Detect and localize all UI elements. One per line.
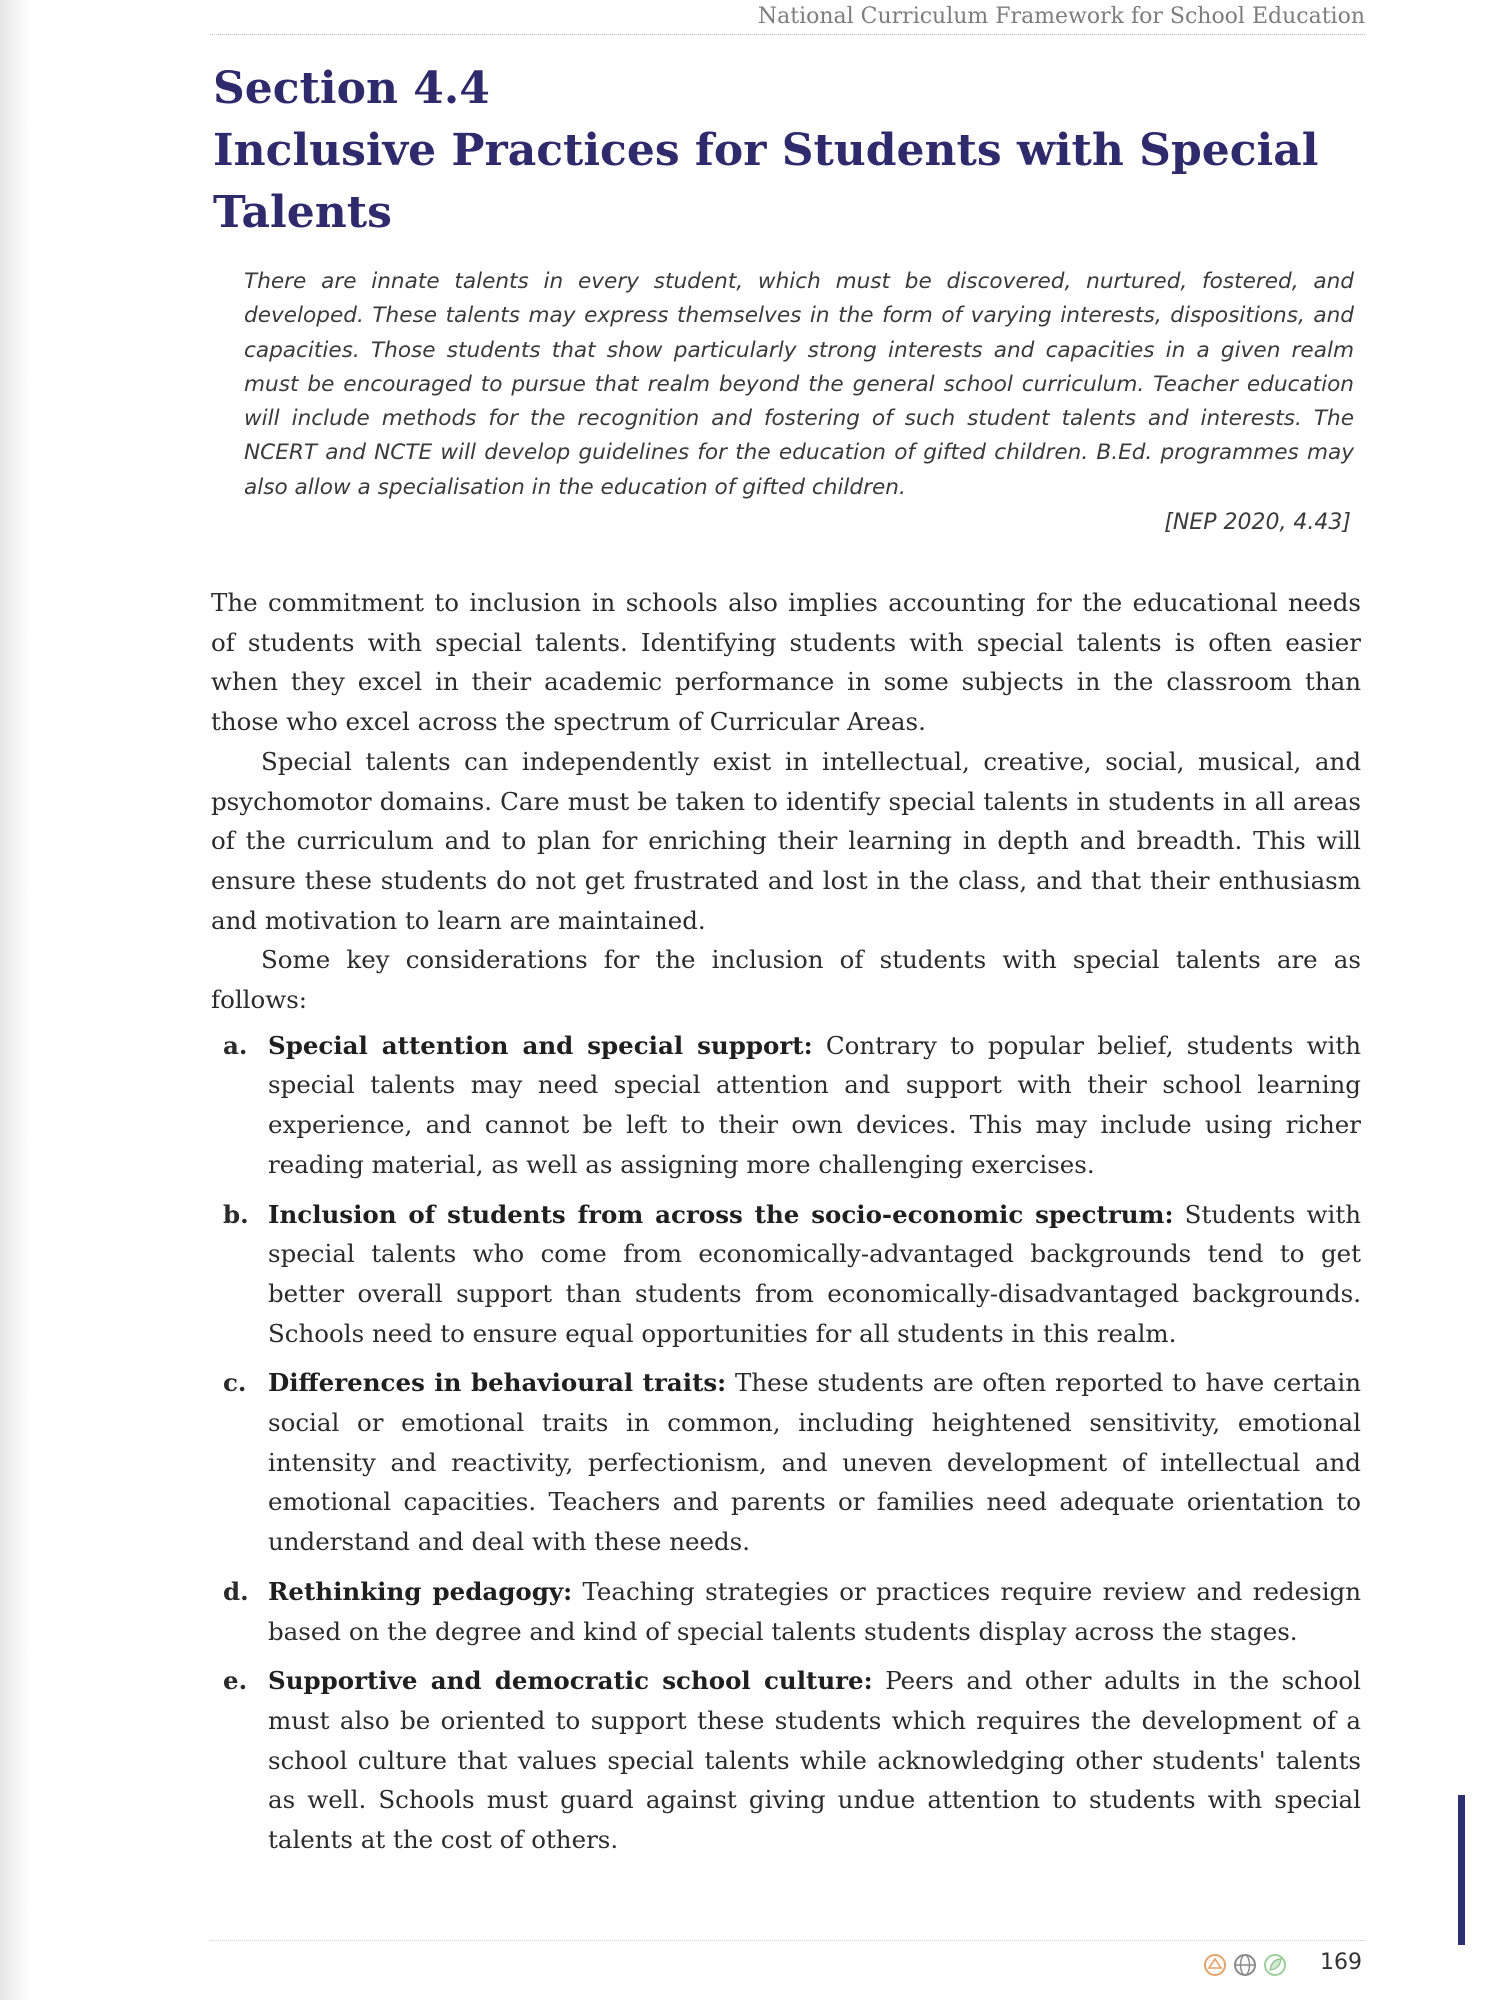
- list-marker: e.: [223, 1666, 248, 1696]
- running-header: National Curriculum Framework for School Education: [757, 4, 1365, 29]
- paragraph: The commitment to inclusion in schools also implies accounting for the educational needs of students with special talents. Identifying students with special talents is often easier when they excel in their academic performance in some subjects in the classroom than those who excel across the spectrum of Curricular Areas.: [211, 588, 1361, 737]
- list-marker: c.: [223, 1368, 247, 1398]
- header-rule: [210, 34, 1365, 35]
- consideration-text: Peers and other adults in the school must also be oriented to support these students which requires the development of a school culture that values special talents while acknowledging other students' talents as well. Schools must guard against giving undue attention to students with special talents at the cost of others.: [268, 1666, 1361, 1855]
- consideration-term: Supportive and democratic school culture:: [268, 1666, 873, 1696]
- consideration-term: Differences in behavioural traits:: [268, 1368, 727, 1398]
- section-title-line-1: Inclusive Practices for Students with Special: [213, 125, 1319, 176]
- paragraph: Some key considerations for the inclusion of students with special talents are as follows:: [211, 945, 1361, 1015]
- consideration-item: [211, 1195, 1361, 1354]
- consideration-term: Special attention and special support:: [268, 1030, 813, 1060]
- page-number: 169: [1320, 1950, 1362, 1975]
- consideration-item: [211, 1026, 1361, 1185]
- consideration-term: Inclusion of students from across the socio-economic spectrum:: [268, 1199, 1174, 1229]
- consideration-term: Rethinking pedagogy:: [268, 1576, 573, 1606]
- considerations-list: [211, 1026, 1361, 1860]
- nep-quote: There are innate talents in every student, which must be discovered, nurtured, fostered, and developed. These talents may express themselves in the form of varying interests, dispositions, and capacities. Those students that show particularly strong interests and capacities in a given realm must be encouraged to pursue that realm beyond the general school curriculum. Teacher education will include methods for the recognition and fostering of such student talents and interests. The NCERT and NCTE will develop guidelines for the education of gifted children. B.Ed. programmes may also allow a specialisation in the education of gifted children.: [244, 269, 1354, 500]
- globe-icon: [1235, 1955, 1255, 1975]
- page-left-edge-shadow: [0, 0, 30, 2000]
- paragraph: Special talents can independently exist in intellectual, creative, social, musical, and psychomotor domains. Care must be taken to identify special talents in students in all areas of the curriculum and to plan for enriching their learning in depth and breadth. This will ensure these students do not get frustrated and lost in the class, and that their enthusiasm and motivation to learn are maintained.: [211, 746, 1361, 935]
- section-title-line-2: Talents: [213, 187, 392, 238]
- list-marker: a.: [223, 1030, 248, 1060]
- leaf-icon: [1265, 1955, 1285, 1975]
- consideration-item: [211, 1363, 1361, 1562]
- consideration-text: Teaching strategies or practices require review and redesign based on the degree and kind of special talents students display across the stages.: [268, 1576, 1361, 1646]
- footer-icons: [1200, 1950, 1310, 1980]
- consideration-item: [211, 1572, 1361, 1651]
- consideration-text: These students are often reported to have certain social or emotional traits in common, including heightened sensitivity, emotional intensity and reactivity, perfectionism, and uneven development of intellectual and emotional capacities. Teachers and parents or families need adequate orientation to understand and deal with these needs.: [268, 1368, 1361, 1557]
- section-number: Section 4.4: [213, 63, 490, 114]
- quote-citation: [NEP 2020, 4.43]: [1164, 510, 1351, 535]
- consideration-item: [211, 1661, 1361, 1860]
- body-text: [211, 583, 1361, 1870]
- list-marker: b.: [223, 1199, 249, 1229]
- list-marker: d.: [223, 1576, 249, 1606]
- section-heading: [213, 58, 1363, 244]
- footer-logo-icon: [1205, 1955, 1225, 1975]
- consideration-text: Students with special talents who come from economically-advantaged backgrounds tend to get better overall support than students from economically-disadvantaged backgrounds. Schools need to ensure equal opportunities for all students in this realm.: [268, 1199, 1361, 1348]
- page-edge-marker: [1458, 1795, 1465, 1945]
- footer-rule: [210, 1940, 1365, 1941]
- consideration-text: Contrary to popular belief, students with special talents may need special attention and support with their school learning experience, and cannot be left to their own devices. This may include using richer reading material, as well as assigning more challenging exercises.: [268, 1030, 1361, 1179]
